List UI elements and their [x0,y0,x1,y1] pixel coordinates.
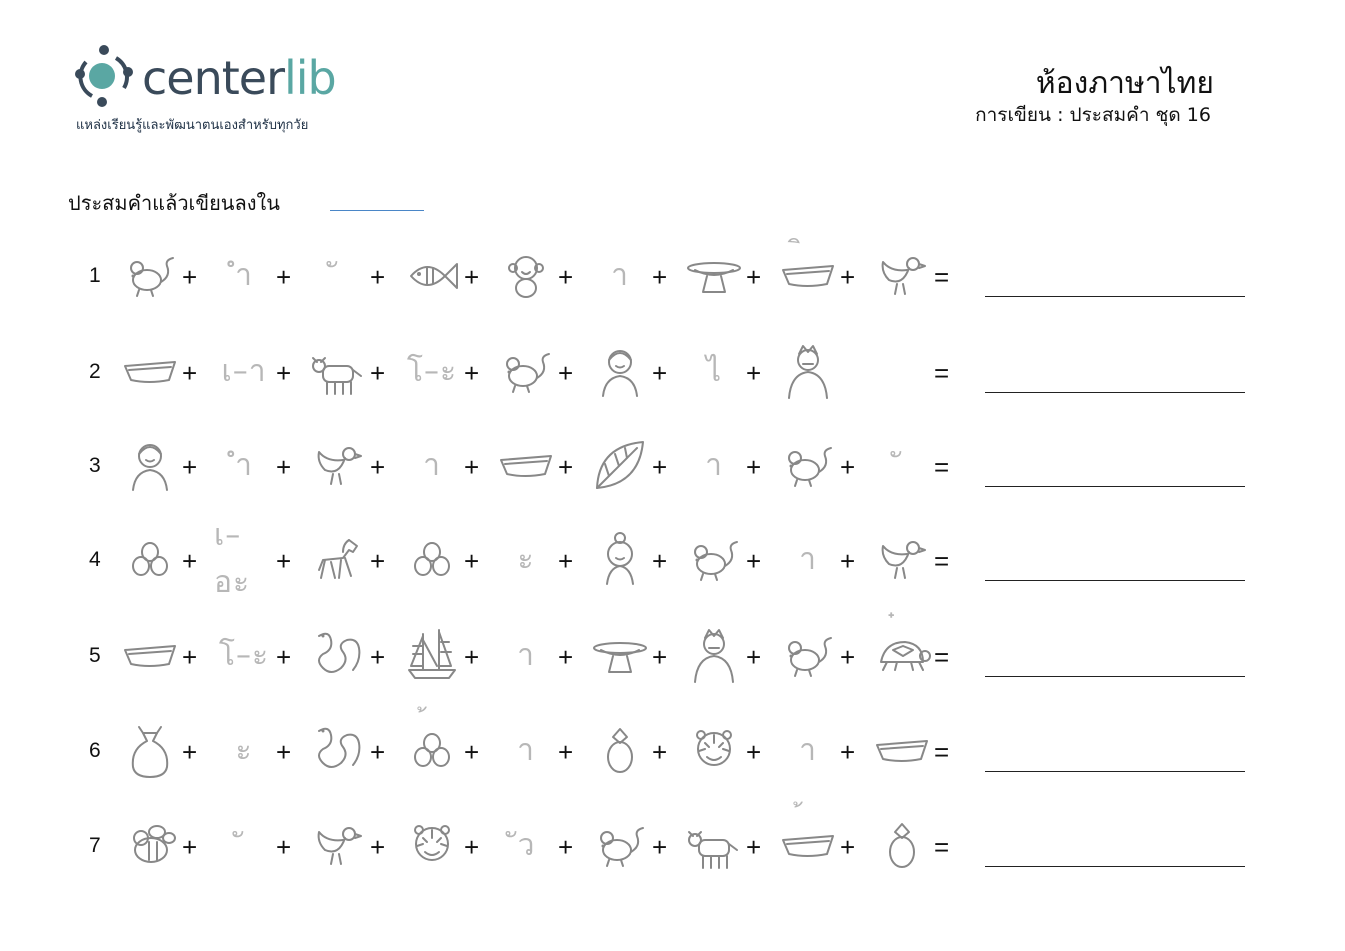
chicken-icon [308,814,368,876]
instruction-text: ประสมคำแล้วเขียนลงใน [68,191,280,215]
ring-icon [872,814,932,876]
exercise-row [0,430,1345,510]
mouse-icon [778,624,838,686]
plus-sign: + [276,642,292,672]
vowel-glyph [308,244,368,306]
tiger-icon [684,719,744,781]
exercise-row [0,616,1345,700]
plus-sign: + [182,262,198,292]
giant-icon [684,624,744,686]
logo [72,44,372,134]
vowel-glyph-text: ำ [235,447,253,483]
person-icon [120,434,180,496]
vowel-glyph-text: เ–อะ [214,518,251,600]
logo-text [142,46,336,110]
plus-sign: + [276,358,292,388]
vowel-glyph-text: ไ [705,353,723,389]
junk-ship-icon [402,624,462,686]
plus-sign: + [182,737,198,767]
boat-icon [120,624,180,686]
plus-sign: + [652,737,668,767]
exercise-row [0,806,1345,890]
equals-sign: = [934,737,950,767]
ox-icon [308,340,368,402]
plus-sign: + [276,737,292,767]
answer-line[interactable] [985,676,1245,677]
plus-sign: + [464,358,480,388]
chicken-icon [308,434,368,496]
vowel-glyph [496,624,556,686]
plus-sign: + [558,642,574,672]
vowel-glyph-text: ำ [235,257,253,293]
vowel-glyph-text: ะ [235,732,253,768]
exercise-row [0,336,1345,416]
logo-tagline: แหล่งเรียนรู้และพัฒนาตนเองสำหรับทุกวัย [76,118,309,133]
plus-sign: + [652,642,668,672]
mouse-icon [496,340,556,402]
vowel-glyph-text: ั [337,257,339,293]
plus-sign: + [464,642,480,672]
snake-icon [308,719,368,781]
page-subtitle: การเขียน : ประสมคำ ชุด 16 [975,104,1211,126]
plus-sign: + [370,452,386,482]
plus-sign: + [652,832,668,862]
logo-mark-icon [72,44,136,108]
plus-sign: + [370,737,386,767]
vowel-glyph-text: า [705,447,723,483]
mouse-icon [120,244,180,306]
plus-sign: + [370,546,386,576]
equals-sign: = [934,452,950,482]
boat-icon [778,806,838,876]
vowel-glyph [214,434,274,496]
tiger-icon [402,814,462,876]
plus-sign: + [840,262,856,292]
mouse-icon [778,434,838,496]
instruction-blank-line [330,210,424,211]
turtle-icon [872,616,932,686]
plus-sign: + [558,737,574,767]
vowel-glyph [496,528,556,590]
plus-sign: + [558,832,574,862]
boat-icon [496,434,556,496]
plus-sign: + [558,262,574,292]
plus-sign: + [182,642,198,672]
answer-line[interactable] [985,580,1245,581]
tone-mark-glyph: ิ [802,236,803,266]
vowel-glyph [590,244,650,306]
answer-line[interactable] [985,866,1245,867]
vowel-glyph [214,624,274,686]
plus-sign: + [746,358,762,388]
vowel-glyph [778,528,838,590]
horse-icon [308,528,368,590]
person-icon [590,340,650,402]
row-number: 3 [89,454,101,477]
child-icon [590,528,650,590]
pedestal-tray-icon [684,244,744,306]
plus-sign: + [182,452,198,482]
equals-sign: = [934,546,950,576]
row-number: 2 [89,360,101,383]
equals-sign: = [934,642,950,672]
vowel-glyph [214,340,274,402]
plus-sign: + [182,832,198,862]
vowel-glyph-text: า [517,732,535,768]
equals-sign: = [934,358,950,388]
tone-mark-glyph: ้ [802,806,803,836]
plus-sign: + [276,832,292,862]
tone-mark-glyph: ๋ [896,616,897,646]
eggs-icon [120,528,180,590]
plus-sign: + [464,262,480,292]
exercise-row [0,518,1345,604]
plus-sign: + [840,737,856,767]
vowel-glyph-text: า [423,447,441,483]
answer-line[interactable] [985,296,1245,297]
answer-line[interactable] [985,771,1245,772]
leaf-icon [590,434,650,496]
plus-sign: + [464,452,480,482]
fish-icon [402,244,462,306]
mouse-icon [684,528,744,590]
plus-sign: + [464,546,480,576]
vowel-glyph [872,434,932,496]
plus-sign: + [746,262,762,292]
row-number: 5 [89,644,101,667]
vowel-glyph-text: า [799,732,817,768]
answer-line[interactable] [985,486,1245,487]
boat-icon [872,719,932,781]
equals-sign: = [934,262,950,292]
vowel-glyph-text: ั [901,447,903,483]
vowel-glyph-text: ะ [517,541,535,577]
plus-sign: + [370,642,386,672]
vowel-glyph [496,719,556,781]
plus-sign: + [652,452,668,482]
vowel-glyph-text: โ–ะ [406,353,458,389]
vowel-glyph [214,814,274,876]
vowel-glyph [214,244,274,306]
eggs-icon [402,528,462,590]
row-number: 6 [89,739,101,762]
bee-icon [120,814,180,876]
boat-icon [120,340,180,402]
vowel-glyph [214,518,274,600]
plus-sign: + [370,262,386,292]
plus-sign: + [840,832,856,862]
plus-sign: + [746,642,762,672]
plus-sign: + [276,546,292,576]
monkey-icon [496,244,556,306]
vowel-glyph [402,434,462,496]
plus-sign: + [840,452,856,482]
chicken-icon [872,528,932,590]
vowel-glyph [402,340,462,402]
plus-sign: + [182,546,198,576]
mouse-icon [590,814,650,876]
plus-sign: + [558,452,574,482]
chicken-icon [872,244,932,306]
plus-sign: + [652,358,668,388]
vowel-glyph-text: ั [243,827,245,863]
vowel-glyph [778,719,838,781]
vowel-glyph-text: ัว [516,827,536,863]
exercise-row [0,236,1345,320]
plus-sign: + [464,832,480,862]
sack-icon [120,719,180,781]
plus-sign: + [370,832,386,862]
row-number: 4 [89,548,101,571]
plus-sign: + [558,546,574,576]
pedestal-tray-icon [590,624,650,686]
plus-sign: + [746,452,762,482]
plus-sign: + [558,358,574,388]
plus-sign: + [182,358,198,388]
plus-sign: + [840,546,856,576]
vowel-glyph-text: า [611,257,629,293]
plus-sign: + [276,262,292,292]
vowel-glyph [684,434,744,496]
boat-icon [778,236,838,306]
logo-text-center: center [142,51,284,105]
eggs-icon [402,711,462,781]
plus-sign: + [746,546,762,576]
equals-sign: = [934,832,950,862]
row-number: 7 [89,834,101,857]
vowel-glyph-text: า [799,541,817,577]
vowel-glyph-text: โ–ะ [218,637,270,673]
vowel-glyph-text: า [517,637,535,673]
answer-line[interactable] [985,392,1245,393]
vowel-glyph [496,814,556,876]
ox-icon [684,814,744,876]
giant-icon [778,340,838,402]
plus-sign: + [464,737,480,767]
plus-sign: + [652,262,668,292]
ring-icon [590,719,650,781]
vowel-glyph-text: เ–า [221,353,267,389]
exercise-row [0,711,1345,795]
vowel-glyph [684,340,744,402]
tone-mark-glyph: ้ [426,711,427,741]
plus-sign: + [370,358,386,388]
plus-sign: + [746,832,762,862]
row-number: 1 [89,264,101,287]
vowel-glyph [214,719,274,781]
page-title: ห้องภาษาไทย [1035,66,1214,101]
plus-sign: + [652,546,668,576]
logo-text-lib: lib [284,51,336,105]
plus-sign: + [276,452,292,482]
snake-icon [308,624,368,686]
plus-sign: + [746,737,762,767]
plus-sign: + [840,642,856,672]
